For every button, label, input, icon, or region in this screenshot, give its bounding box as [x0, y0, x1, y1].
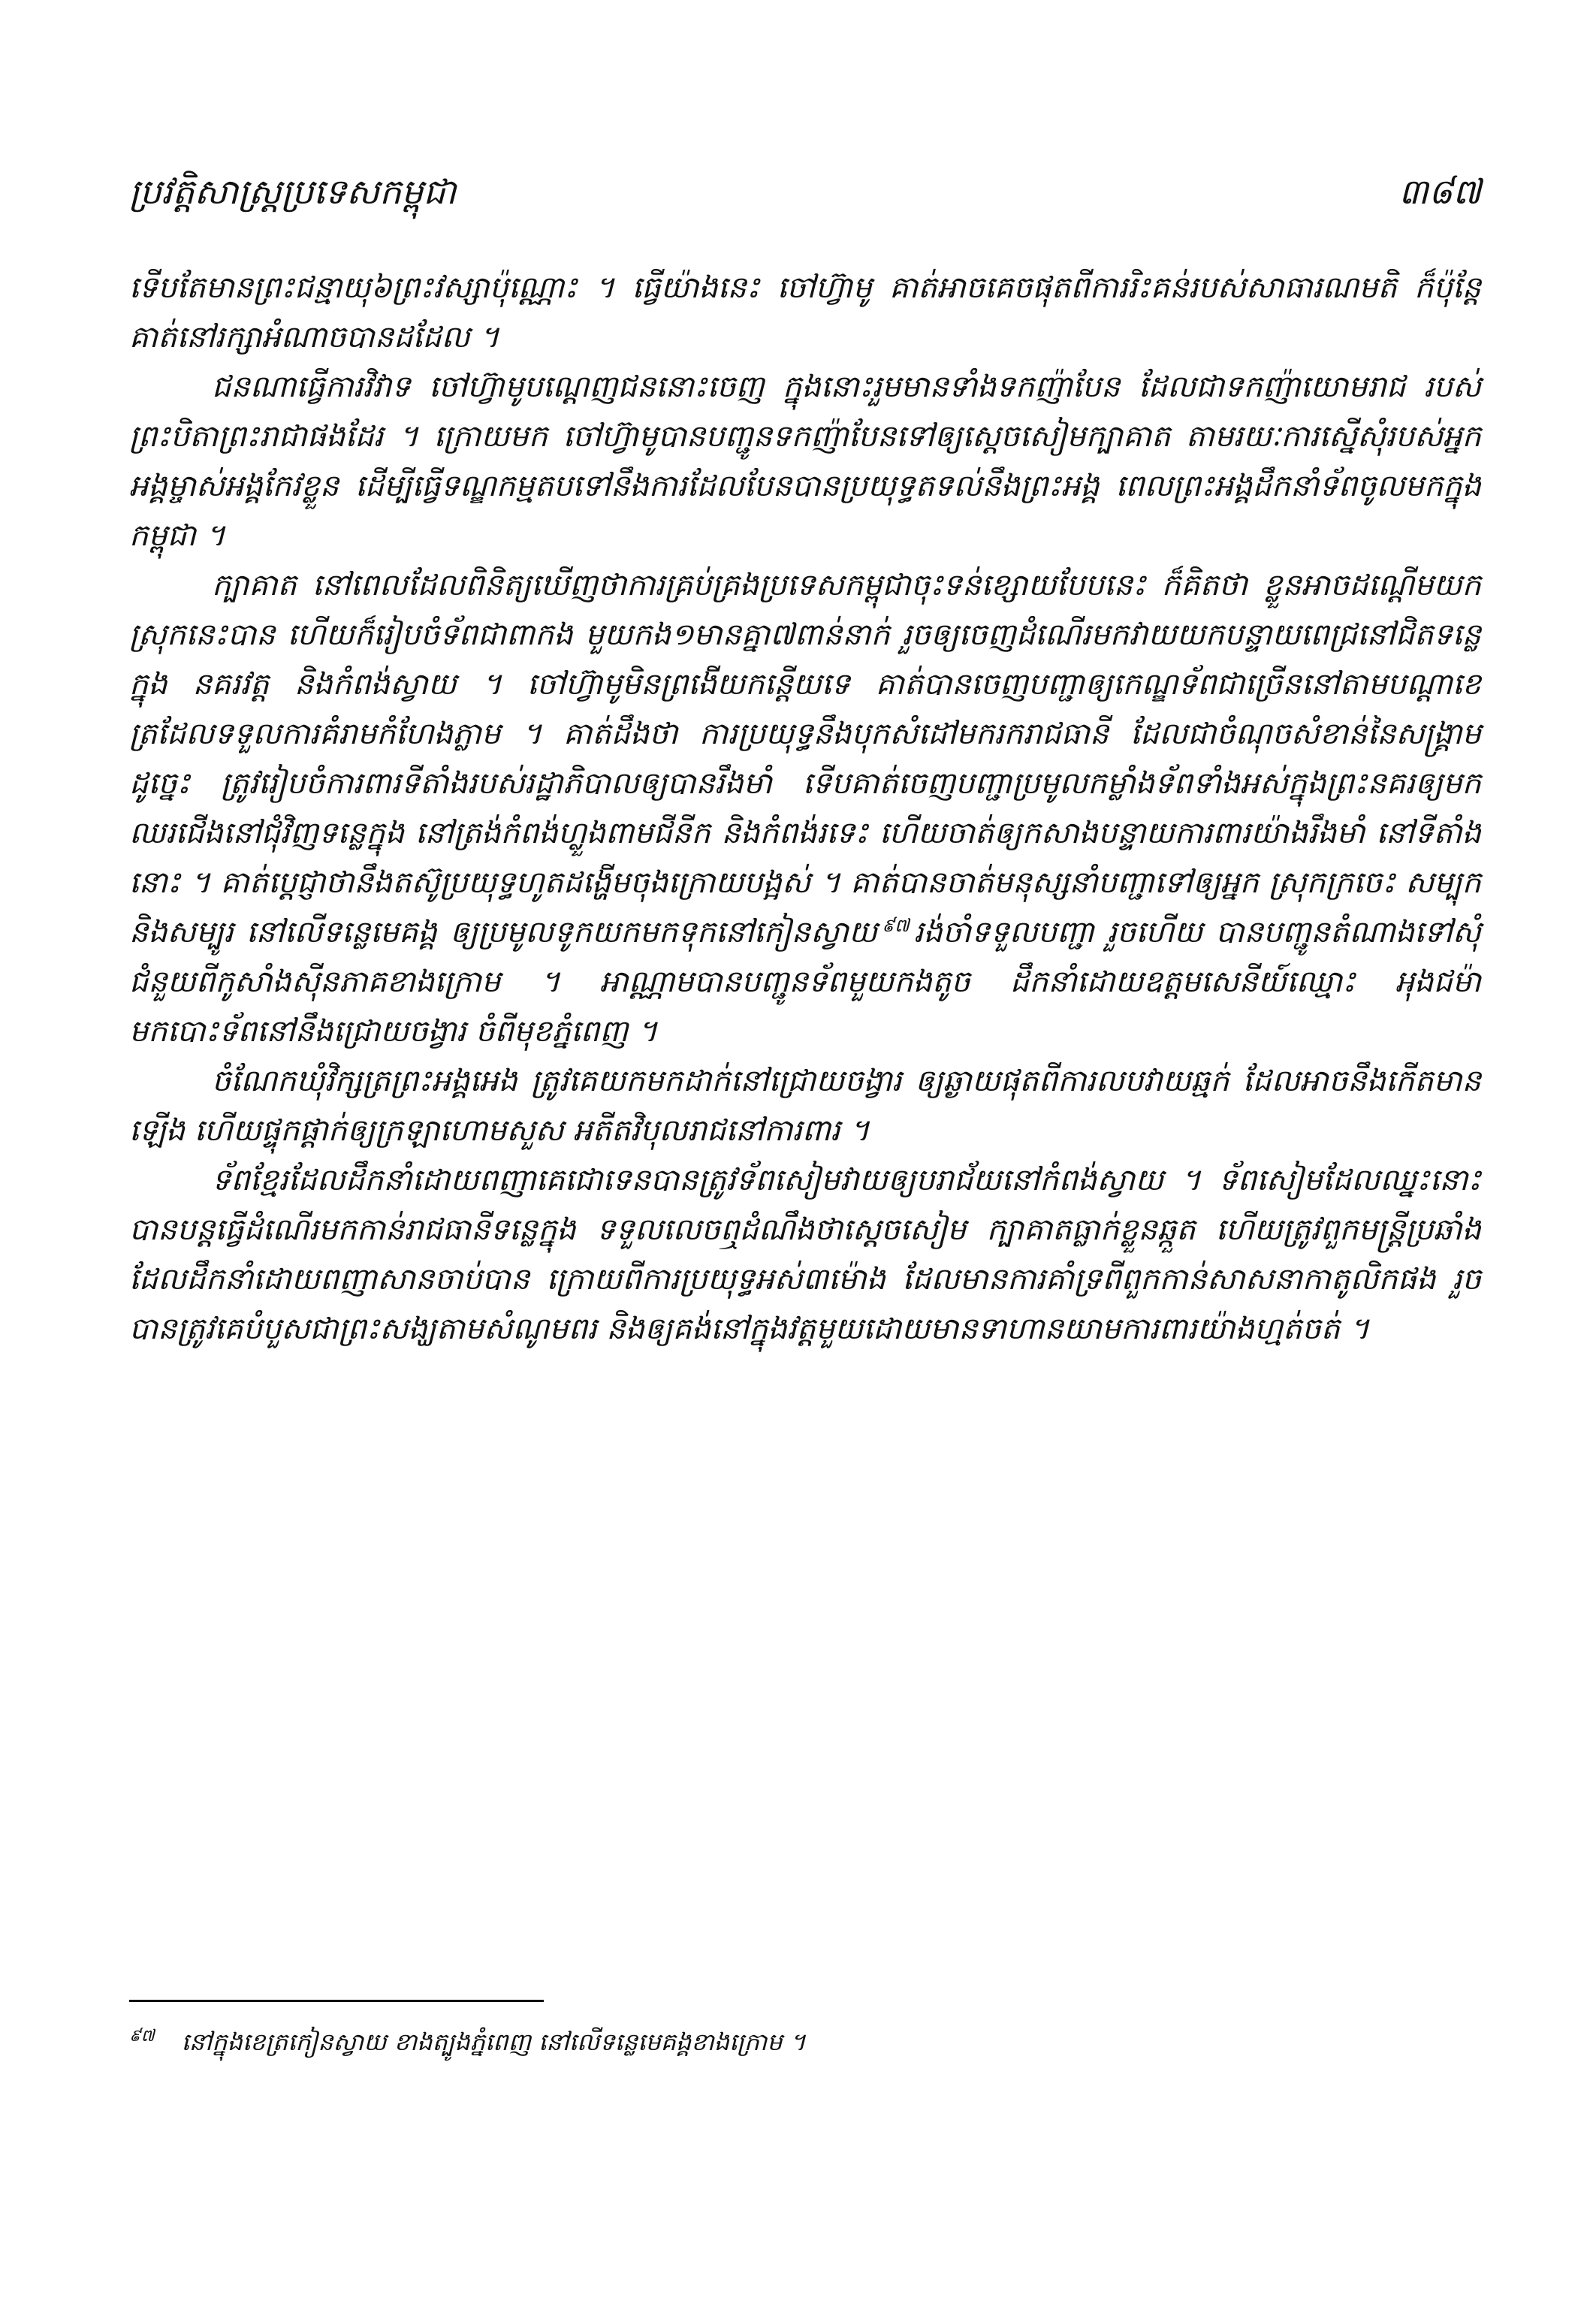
- paragraph-text-after-note: រង់ចាំទទួលបញ្ជា រួចហើយ បានបញ្ជូនតំណាងទៅសុំជំនួយពីកូសាំងស៊ីនភាគខាងក្រោម ។ អាណ្ណាមបានបញ្ជូនទ័ពមួយកងតូច ដឹកនាំដោយឧត្តមសេនីយ៍ឈ្មោះ អុងជម៉ា មកបោះទ័ពនៅនឹងជ្រោយចង្វារ ចំពីមុខភ្នំពេញ ។: [129, 915, 1481, 1049]
- body-text: [129, 263, 1481, 1354]
- page-number: ៣៨៧: [1398, 171, 1481, 212]
- paragraph: ចំណែកឃុំវិក្សត្រព្រះអង្គអេង ត្រូវគេយកមកដាក់នៅជ្រោយចង្វារ ឲ្យឆ្ងាយផុតពីការលបវាយឆ្មក់ ដែលអាចនឹងកើតមានឡើង ហើយផ្ទុកផ្តាក់ឲ្យក្រឡាហោមសួស អតីតវិបុលរាជនៅការពារ ។: [129, 1064, 1481, 1148]
- paragraph-continuation: ទើបតែមានព្រះជន្មាយុ៦ព្រះវស្សាប៉ុណ្ណោះ ។ ធ្វើយ៉ាងនេះ ចៅហ៊្វាមូ គាត់អាចគេចផុតពីការរិះគន់របស់សាធារណមតិ ក៏ប៉ុន្តែគាត់នៅរក្សាអំណាចបានដដែល ។: [129, 270, 1481, 355]
- footnote-text: នៅក្នុងខេត្រកៀនស្វាយ ខាងត្បូងភ្នំពេញ នៅលើទន្លេមេគង្គខាងក្រោម ។: [181, 2028, 806, 2056]
- footnote-divider: [129, 2000, 544, 2002]
- paragraph: ជនណាធ្វើការវិវាទ ចៅហ៊្វាមូបណ្តេញជននោះចេញ ក្នុងនោះរួមមានទាំងទកញ៉ាបែន ដែលជាទកញ៉ាយោមរាជ របស់ព្រះបិតាព្រះរាជាផងដែរ ។ ក្រោយមក ចៅហ៊្វាមូបានបញ្ជូនទកញ៉ាបែនទៅឲ្យស្តេចសៀមក្បាគាត តាមរយៈការស្នើសុំរបស់អ្នកអង្គម្ចាស់អង្គកែវខ្លួន ដើម្បីធ្វើទណ្ឌកម្មតបទៅនឹងការដែលបែនបានប្រយុទ្ធតទល់នឹងព្រះអង្គ ពេលព្រះអង្គដឹកនាំទ័ពចូលមកក្នុងកម្ពុជា ។: [129, 370, 1481, 553]
- paragraph: ទ័ពខ្មែរដែលដឹកនាំដោយពញាគេជោទេនបានត្រូវទ័ពសៀមវាយឲ្យបរាជ័យនៅកំពង់ស្វាយ ។ ទ័ពសៀមដែលឈ្នះនោះបានបន្តធ្វើដំណើរមកកាន់រាជធានីទន្លេក្នុង ទទួលលេចឮដំណឹងថាស្តេចសៀម ក្បាគាតធ្លាក់ខ្លួនឆ្កួត ហើយត្រូវពួកមន្ត្រីប្រឆាំង ដែលដឹកនាំដោយពញាសានចាប់បាន ក្រោយពីការប្រយុទ្ធអស់៣ម៉ោង ដែលមានការគាំទ្រពីពួកកាន់សាសនាកាតូលិកផង រួចបានត្រូវគេបំបួសជាព្រះសង្ឃតាមសំណូមពរ និងឲ្យគង់នៅក្នុងវត្តមួយដោយមានទាហានយាមការពារយ៉ាងហ្មត់ចត់ ។: [129, 1163, 1481, 1346]
- paragraph-with-footnote: [129, 560, 1481, 1056]
- footnote-reference: ៩៧: [882, 914, 910, 936]
- footnote-number: ៩៧: [129, 2027, 155, 2046]
- running-header: [129, 162, 1481, 222]
- paragraph-text-before-note: ក្បាគាត នៅពេលដែលពិនិត្យឃើញថាការគ្រប់គ្រងប្រទេសកម្ពុជាចុះទន់ខ្សោយបែបនេះ ក៏គិតថា ខ្លួនអាចដណ្តើមយកស្រុកនេះបាន ហើយក៏រៀបចំទ័ពជាពាកង មួយកង១មានគ្នា៧ពាន់នាក់ រួចឲ្យចេញដំណើរមកវាយយកបន្ទាយពេជ្រនៅជិតទន្លេក្នុង នគរវត្ត និងកំពង់ស្វាយ ។ ចៅហ៊្វាមូមិនព្រងើយកន្តើយទេ គាត់បានចេញបញ្ជាឲ្យកេណ្ឌទ័ពជាច្រើននៅតាមបណ្តាខេត្រដែលទទួលការគំរាមកំហែងភ្លាម ។ គាត់ដឹងថា ការប្រយុទ្ធនឹងបុកសំដៅមករករាជធានី ដែលជាចំណុចសំខាន់នៃសង្គ្រាម ដូច្នេះ ត្រូវរៀបចំការពារទីតាំងរបស់រដ្ឋាភិបាលឲ្យបានរឹងមាំ ទើបគាត់ចេញបញ្ជាប្រមូលកម្លាំងទ័ពទាំងអស់ក្នុងព្រះនគរឲ្យមកឈរជើងនៅជុំវិញទន្លេក្នុង នៅត្រង់កំពង់ហ្លួងពាមជីនីក និងកំពង់រទេះ ហើយចាត់ឲ្យកសាងបន្ទាយការពារយ៉ាងរឹងមាំ នៅទីតាំងនោះ ។ គាត់ប្តេជ្ញាថានឹងតស៊ូប្រយុទ្ធហូតដង្ហើមចុងក្រោយបង្អស់ ។ គាត់បានចាត់មនុស្សនាំបញ្ជាទៅឲ្យអ្នក ស្រុកក្រចេះ សម្បុក និងសម្បូរ នៅលើទន្លេមេគង្គ ឲ្យប្រមូលទូកយកមកទុកនៅកៀនស្វាយ: [129, 568, 1481, 950]
- footnote: [129, 2021, 1481, 2063]
- book-title: ប្រវត្តិសាស្ត្រប្រទេសកម្ពុជា: [129, 171, 457, 212]
